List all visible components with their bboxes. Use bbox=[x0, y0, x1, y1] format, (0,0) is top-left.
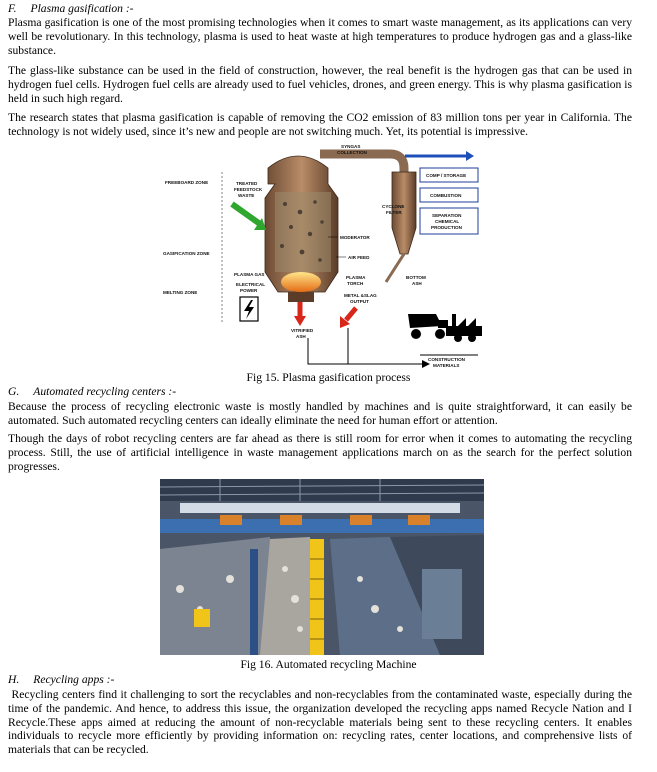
moderator-label: MODERATOR bbox=[340, 235, 370, 240]
electrical-label-line1: ELECTRICAL bbox=[236, 282, 266, 287]
section-h-title: Recycling apps :- bbox=[33, 673, 115, 686]
torch-label-line1: PLASMA bbox=[346, 275, 366, 280]
separation-label-line1: SEPARATION bbox=[432, 213, 462, 218]
support-pillar bbox=[250, 549, 258, 655]
electrical-label-line2: POWER bbox=[240, 288, 258, 293]
yellow-stairway bbox=[310, 539, 324, 655]
treated-label-line3: WASTE bbox=[238, 193, 255, 198]
section-g-title: Automated recycling centers :- bbox=[33, 385, 177, 398]
treated-label-line2: FEEDSTOCK bbox=[234, 187, 263, 192]
syngas-label-line1: SYNGAS bbox=[341, 144, 361, 149]
cyclone-label-line1: CYCLONE bbox=[382, 204, 405, 209]
sorting-machine bbox=[422, 569, 462, 639]
section-g-heading bbox=[8, 385, 176, 399]
combustion-label: COMBUSTION bbox=[430, 193, 462, 198]
vessel-base bbox=[288, 292, 314, 302]
separation-label-line2: CHEMICAL bbox=[435, 219, 460, 224]
blue-machinery-rail bbox=[160, 519, 484, 533]
bottom-ash-label-line2: ASH bbox=[412, 281, 422, 286]
section-h-heading bbox=[8, 673, 114, 687]
factory-icon bbox=[446, 314, 482, 342]
recycling-plant-photo bbox=[160, 479, 484, 655]
section-g-number: G. bbox=[8, 385, 20, 398]
section-h-number: H. bbox=[8, 673, 20, 686]
section-g-paragraph-1: Because the process of recycling electronic waste is mostly handled by machines and is quite straightforward, it can easily be automated. Such automated recycling centers can ideally eliminate the need for human effort or attention. bbox=[8, 400, 632, 427]
gasification-zone-label: GASIFICATION ZONE bbox=[163, 251, 210, 256]
vitrified-arrow-head bbox=[294, 316, 306, 326]
section-f-number: F. bbox=[8, 2, 17, 15]
section-g-paragraph-2: Though the days of robot recycling centers are far ahead as there is still room for error when it comes to automating the recycling process. Still, the use of artificial intelligence in waste management applications march on as the search for the perfect solution progresses. bbox=[8, 432, 632, 473]
vitrified-label-line1: VITRIFIED bbox=[291, 328, 314, 333]
section-f-heading bbox=[8, 2, 134, 16]
bottom-ash-label-line1: BOTTOM bbox=[406, 275, 426, 280]
section-f-title: Plasma gasification :- bbox=[30, 2, 134, 15]
fig16-caption: Fig 16. Automated recycling Machine bbox=[240, 658, 417, 671]
syngas-pipe bbox=[320, 154, 404, 172]
section-h-paragraph-1: Recycling centers find it challenging to sort the recyclables and non-recyclables from the contaminated waste, especially during the time of the pandemic. And hence, to address this issue, the organization developed the recycling apps named Recycle Nation and I Recycle.These apps aimed at reducing the amount of non-recyclable materials being sent to these recycling centers. It enables individuals to recycle more efficiently by providing information on: recycling rates, center locations, and comprehensive lists of materials that can be recycled. bbox=[8, 688, 635, 757]
construction-label-line2: MATERIALS bbox=[433, 363, 460, 368]
treated-label-line1: TREATED bbox=[236, 181, 258, 186]
vitrified-label-line2: ASH bbox=[296, 334, 306, 339]
plasma-gas-label: PLASMA GAS bbox=[234, 272, 265, 277]
section-f-paragraph-2: The glass-like substance can be used in the field of construction, however, the real benefit is the hydrogen gas that can be used in hydrogen fuel cells. Hydrogen fuel cells are already used to fuel vehicles, drones, and green energy. This is why plasma gasification is held in such high regard. bbox=[8, 64, 632, 105]
yellow-machine bbox=[194, 609, 210, 627]
collection-line-left bbox=[308, 338, 422, 364]
metal-arrow-line bbox=[346, 308, 356, 320]
upper-walkway bbox=[180, 503, 460, 513]
feed-arrow-line bbox=[232, 204, 260, 224]
metal-label-line1: METAL &SLAG bbox=[344, 293, 377, 298]
cyclone-label-line2: FILTER bbox=[386, 210, 402, 215]
airfeed-label: AIR FEED bbox=[348, 255, 370, 260]
construction-label-line1: CONSTRUCTION bbox=[428, 357, 466, 362]
section-f-paragraph-3: The research states that plasma gasification is capable of removing the CO2 emission of 83 million tons per year in California. The technology is not widely used, since it’s new and people are not switching much. Yet, its potential is impressive. bbox=[8, 111, 632, 138]
comp-storage-label: COMP / STORAGE bbox=[426, 173, 467, 178]
plasma-gasification-diagram bbox=[160, 142, 495, 372]
freeboard-zone-label: FREEBOARD ZONE bbox=[165, 180, 209, 185]
dump-truck-icon bbox=[408, 314, 448, 339]
syngas-label-line2: COLLECTION bbox=[337, 150, 367, 155]
melting-flame bbox=[281, 272, 321, 292]
melting-zone-label: MELTING ZONE bbox=[163, 290, 198, 295]
separation-label-line3: PRODUCTION bbox=[431, 225, 462, 230]
section-f-paragraph-1: Plasma gasification is one of the most promising technologies when it comes to smart waste management, as its applications can very well be revolutionary. In this technology, plasma is used to heat waste at high temperatures to produce hydrogen gas and a glass-like substance. bbox=[8, 16, 632, 57]
torch-label-line2: TORCH bbox=[347, 281, 364, 286]
ceiling bbox=[160, 479, 484, 501]
syngas-arrow-head bbox=[466, 151, 474, 161]
bottom-ash-pipe bbox=[386, 254, 404, 282]
fig15-caption: Fig 15. Plasma gasification process bbox=[246, 371, 411, 384]
metal-label-line2: OUTPUT bbox=[350, 299, 369, 304]
